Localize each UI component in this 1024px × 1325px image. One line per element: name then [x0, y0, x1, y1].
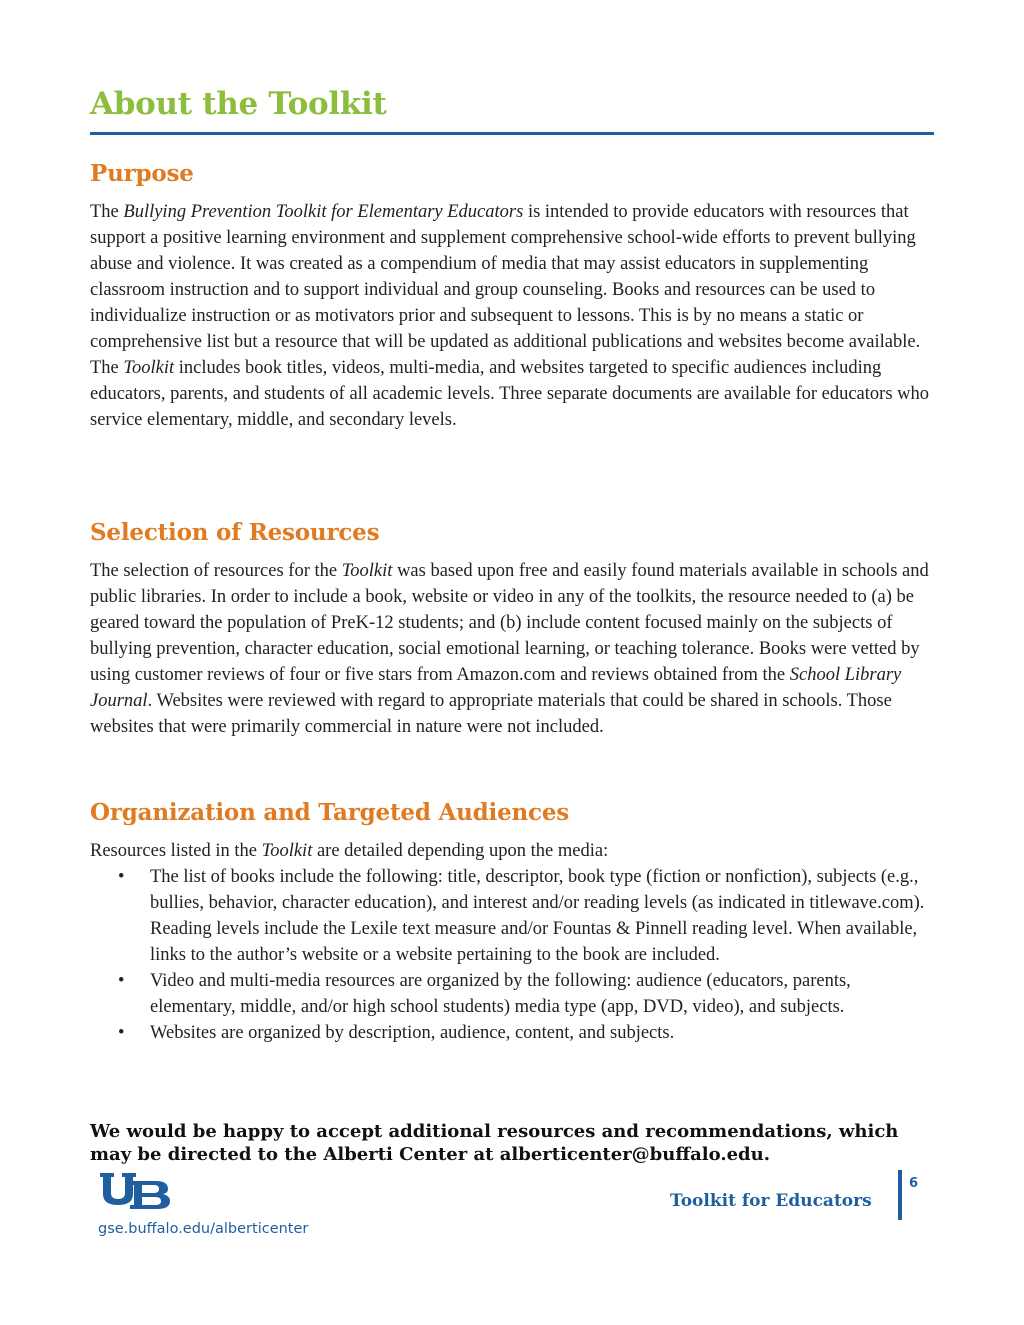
bullet-icon: •: [118, 971, 125, 991]
title-divider: [90, 132, 934, 135]
organization-toolkit-word: Toolkit: [261, 841, 313, 861]
selection-paragraph: [90, 558, 940, 740]
list-item: [90, 968, 940, 1020]
footer-label: Toolkit for Educators: [670, 1191, 872, 1211]
selection-toolkit-word: Toolkit: [341, 561, 393, 581]
organization-text-part1: are detailed depending upon the media:: [312, 841, 609, 861]
purpose-text-part2: includes book titles, videos, multi-media, and websites targeted to specific audiences including educators, parents, and students of all academic levels. Three separate documents are available for educators who service elementary, middle, and secondary levels.: [90, 358, 930, 430]
bullet-text: Websites are organized by description, audience, content, and subjects.: [150, 1023, 675, 1043]
purpose-text-intro: The: [90, 202, 124, 222]
footer-divider: [898, 1170, 902, 1220]
purpose-text-part1: is intended to provide educators with resources that support a positive learning environment and supplement comprehensive school-wide efforts to prevent bullying abuse and violence. It was created as a compendium of media that may assist educators in supplementing classroom instruction and to support individual and group counseling. Books and resources can be used to individualize instruction or as motivators prior and subsequent to lessons. This is by no means a static or comprehensive list but a resource that will be updated as additional publications and websites become available. The: [90, 202, 921, 378]
bullet-icon: •: [118, 1023, 125, 1043]
selection-text-intro: The selection of resources for the: [90, 561, 342, 581]
page-number: 6: [909, 1176, 919, 1191]
page-title: About the Toolkit: [90, 86, 387, 122]
organization-text-intro: Resources listed in the: [90, 841, 262, 861]
purpose-heading: Purpose: [90, 160, 194, 187]
organization-bullet-list: [90, 864, 940, 1046]
footer-url: gse.buffalo.edu/alberticenter: [98, 1221, 309, 1237]
list-item: [90, 1020, 940, 1046]
selection-text-part1: was based upon free and easily found materials available in schools and public libraries. In order to include a book, website or video in any of the toolkits, the resource needed to (a) be geared toward the population of PreK-12 students; and (b) include content focused mainly on the subjects of bullying prevention, character education, social emotional learning, or teaching tolerance. Books were vetted by using customer reviews of four or five stars from Amazon.com and reviews obtained from the: [90, 561, 929, 685]
selection-text-part2: . Websites were reviewed with regard to appropriate materials that could be shared in schools. Those websites that were primarily commercial in nature were not included.: [90, 691, 892, 737]
bullet-text: The list of books include the following: title, descriptor, book type (fiction or nonfiction), subjects (e.g., bullies, behavior, character education), and interest and/or reading levels (as indicated in titlewave.com). Reading levels include the Lexile text measure and/or Fountas & Pinnell reading level. When available, links to the author’s website or a website pertaining to the book are included.: [150, 867, 925, 965]
organization-intro: [90, 838, 940, 864]
organization-heading: Organization and Targeted Audiences: [90, 799, 570, 826]
purpose-toolkit-title: Bullying Prevention Toolkit for Elementary Educators: [123, 202, 524, 222]
purpose-toolkit-word: Toolkit: [123, 358, 175, 378]
bullet-text: Video and multi-media resources are organized by the following: audience (educators, parents, elementary, middle, and/or high school students) media type (app, DVD, video), and subjects.: [150, 971, 851, 1017]
list-item: [90, 864, 940, 968]
purpose-paragraph: [90, 199, 940, 433]
bullet-icon: •: [118, 867, 125, 887]
selection-heading: Selection of Resources: [90, 519, 380, 546]
selection-slj-title: School Library Journal: [90, 665, 902, 711]
closing-note: We would be happy to accept additional resources and recommendations, which may be directed to the Alberti Center at alberticenter@buffalo.edu.: [90, 1121, 899, 1165]
ub-logo-icon: [100, 1173, 172, 1209]
